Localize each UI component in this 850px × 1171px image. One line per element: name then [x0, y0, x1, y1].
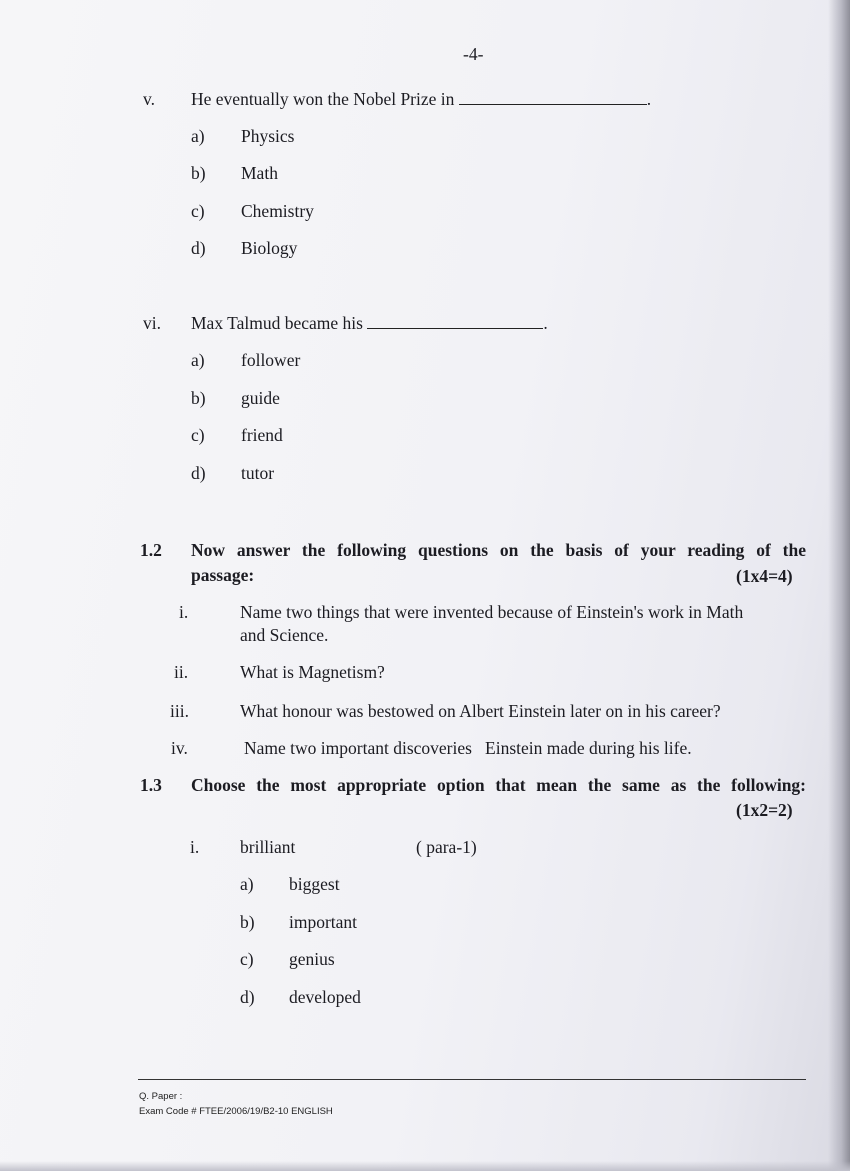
paragraph-ref: ( para-1): [416, 837, 477, 857]
question-vi-stem: Max Talmud became his: [191, 313, 363, 333]
question-number: ii.: [174, 662, 189, 682]
option-letter: d): [240, 987, 255, 1007]
option-text: follower: [241, 350, 301, 370]
question-v-period: .: [646, 89, 652, 109]
target-word: brilliant: [240, 837, 296, 857]
footer-divider: [138, 1079, 806, 1080]
option-letter: c): [191, 425, 205, 445]
option-text: tutor: [241, 463, 275, 483]
question-number: i.: [190, 837, 200, 857]
footer-exam-code: Exam Code # FTEE/2006/19/B2-10 ENGLISH: [139, 1106, 333, 1117]
option-text: Physics: [241, 126, 295, 146]
section-1-3-marks: (1x2=2): [736, 800, 793, 820]
option-letter: c): [240, 949, 254, 969]
question-text: What honour was bestowed on Albert Einstein later on in his career?: [240, 701, 721, 721]
answer-blank: [367, 314, 543, 329]
question-v-text: [191, 89, 651, 110]
question-v-number: v.: [143, 89, 155, 109]
option-letter: b): [240, 912, 255, 932]
page-edge-shadow: [828, 0, 850, 1171]
section-1-3-number: 1.3: [140, 775, 162, 795]
footer-paper-label: Q. Paper :: [139, 1091, 183, 1102]
option-text: genius: [289, 949, 335, 969]
question-v-stem: He eventually won the Nobel Prize in: [191, 89, 455, 109]
question-vi-text: [191, 313, 548, 334]
option-letter: a): [191, 126, 205, 146]
page-bottom-shadow: [0, 1161, 850, 1171]
option-text: Math: [241, 163, 278, 183]
question-number: i.: [179, 602, 189, 622]
option-letter: b): [191, 163, 206, 183]
question-text: Name two important discoveries Einstein made during his life.: [244, 738, 692, 758]
option-letter: a): [191, 350, 205, 370]
section-1-2-number: 1.2: [140, 540, 162, 560]
option-text: important: [289, 912, 358, 932]
option-letter: b): [191, 388, 206, 408]
option-text: developed: [289, 987, 361, 1007]
option-text: guide: [241, 388, 280, 408]
option-text: Biology: [241, 238, 298, 258]
section-1-2-marks: (1x4=4): [736, 566, 793, 586]
question-number: iii.: [170, 701, 189, 721]
option-letter: d): [191, 463, 206, 483]
page-number: -4-: [463, 44, 484, 64]
option-text: biggest: [289, 874, 340, 894]
question-number: iv.: [171, 738, 188, 758]
question-text-cont: and Science.: [240, 625, 329, 645]
question-vi-period: .: [543, 313, 548, 333]
section-1-2-heading: Now answer the following questions on the basis of your reading of the: [191, 540, 806, 560]
section-1-2-heading-cont: passage:: [191, 565, 255, 585]
section-1-3-heading: Choose the most appropriate option that mean the same as the following:: [191, 775, 806, 795]
question-text: Name two things that were invented because of Einstein's work in Math: [240, 602, 744, 622]
question-text: What is Magnetism?: [240, 662, 385, 682]
option-letter: a): [240, 874, 254, 894]
question-vi-number: vi.: [143, 313, 161, 333]
option-text: Chemistry: [241, 201, 314, 221]
option-text: friend: [241, 425, 283, 445]
answer-blank: [459, 90, 647, 105]
option-letter: c): [191, 201, 205, 221]
option-letter: d): [191, 238, 206, 258]
